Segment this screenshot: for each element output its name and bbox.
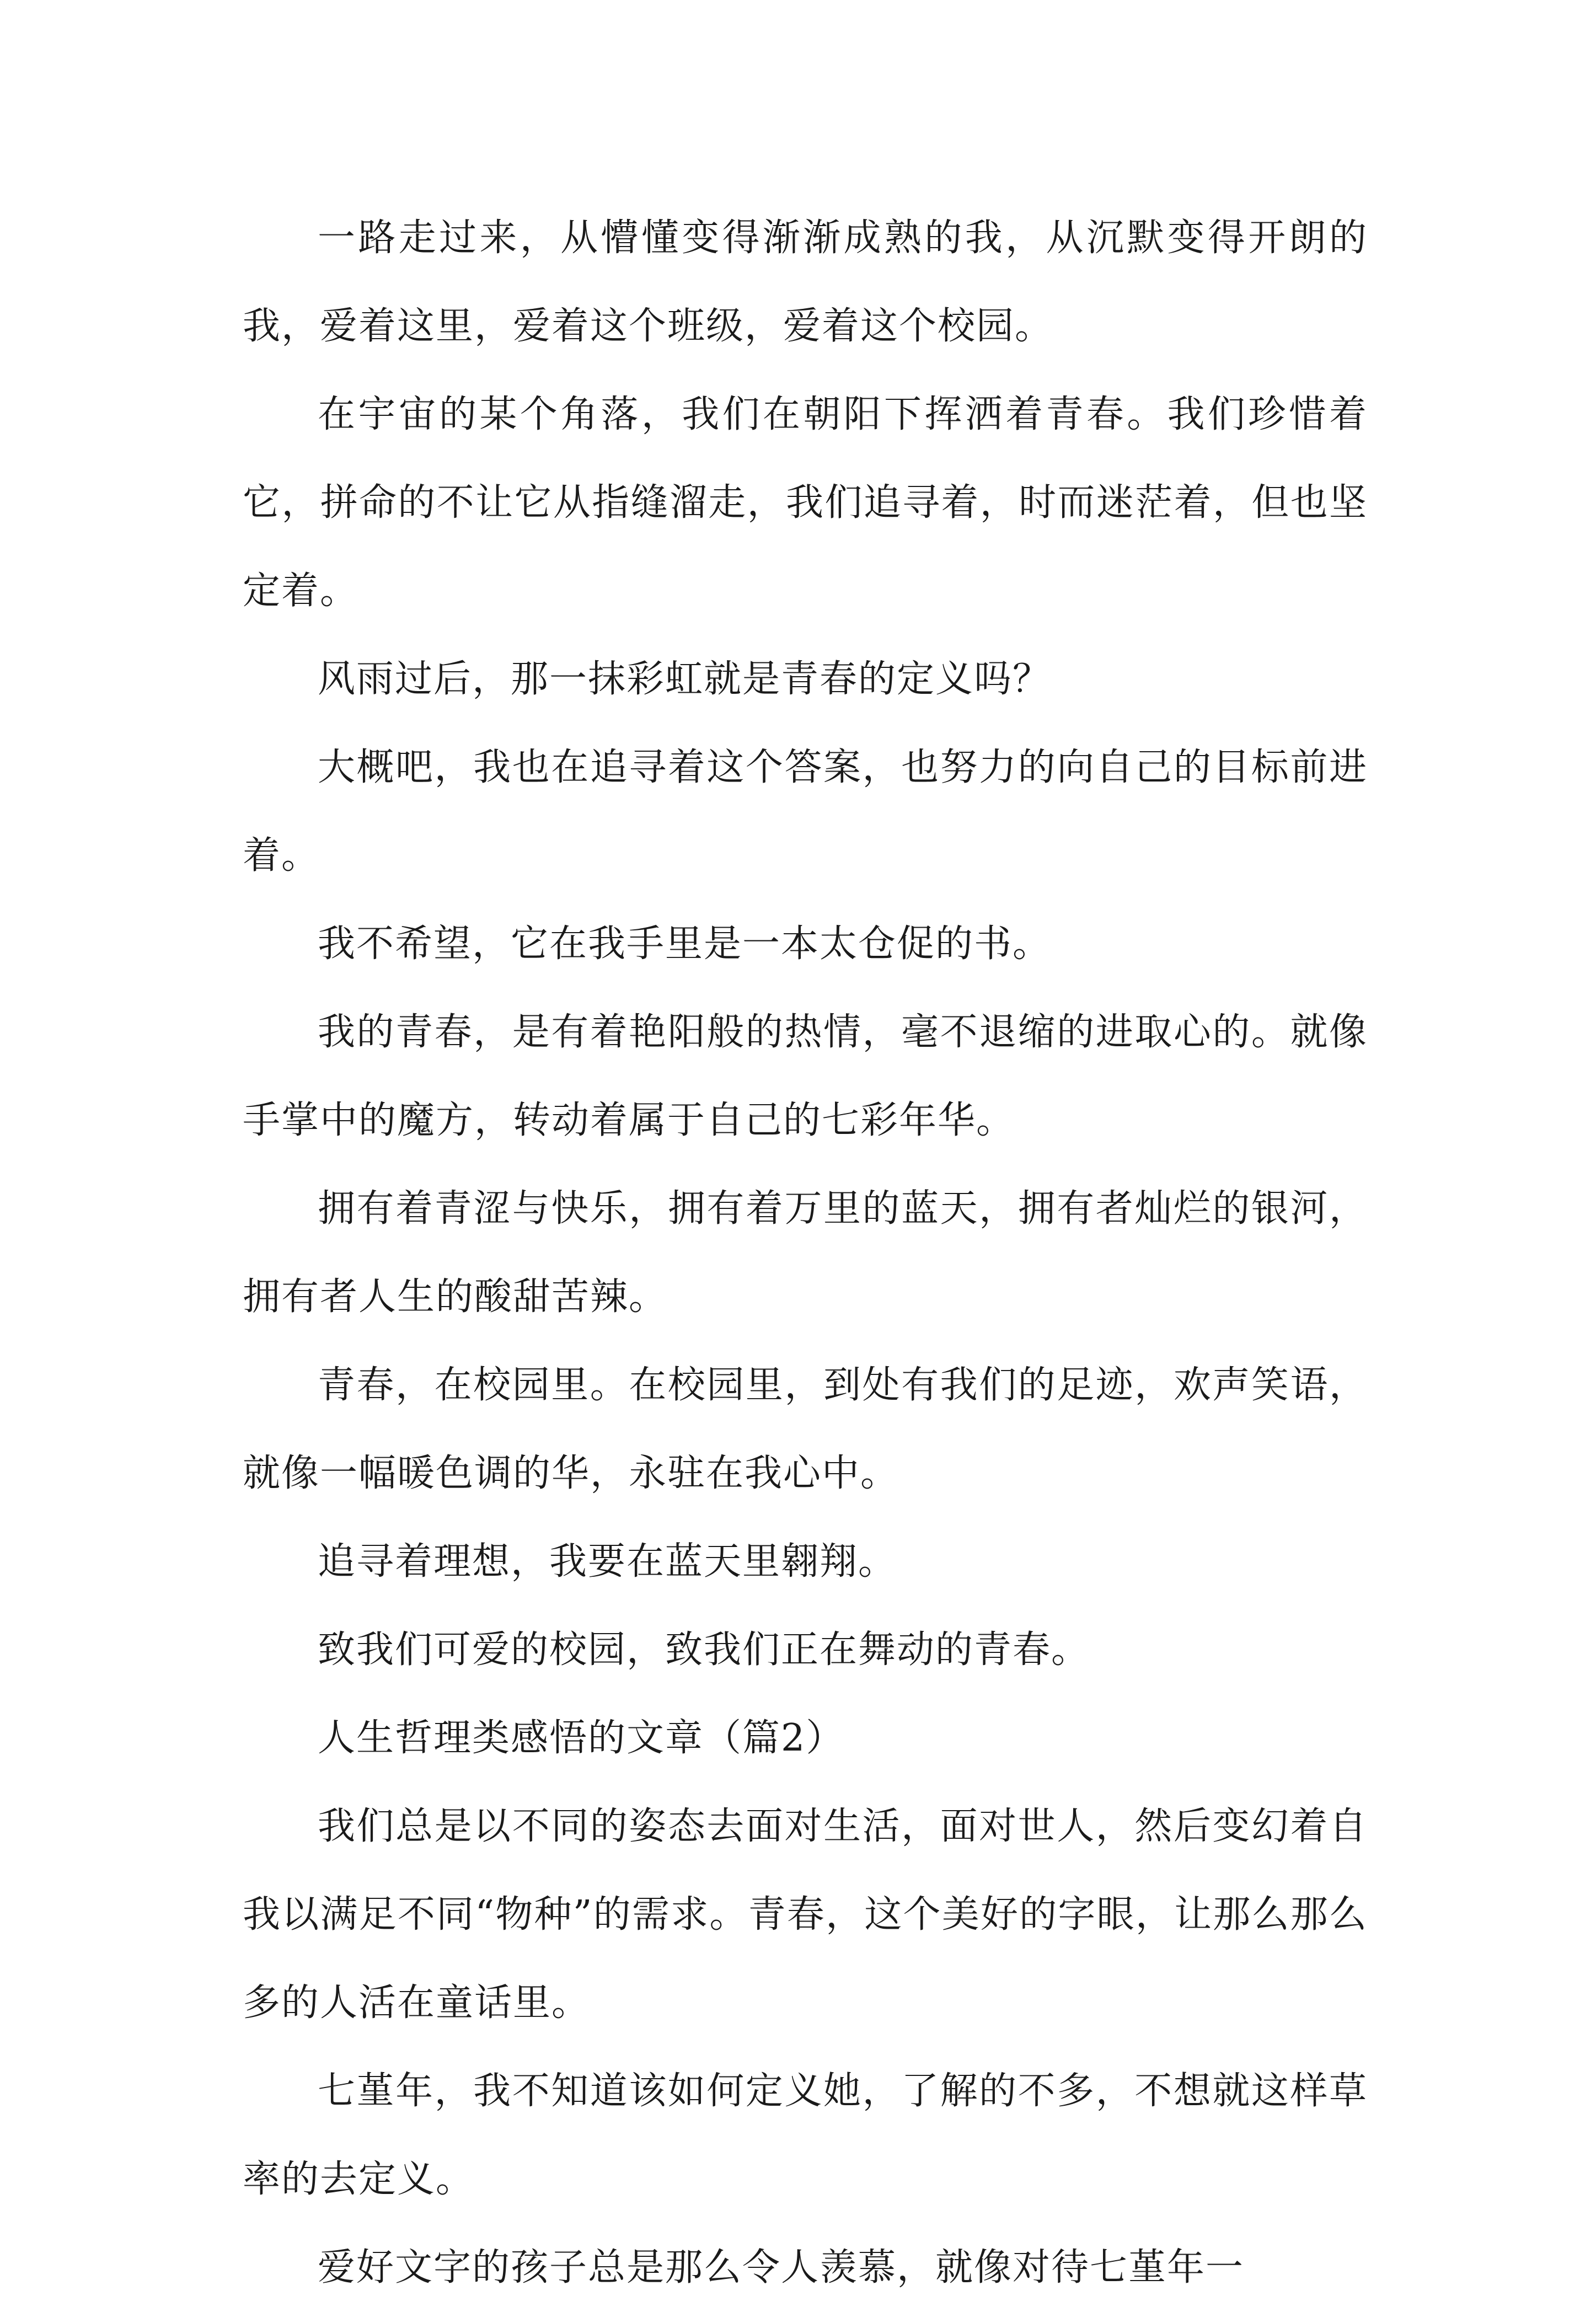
paragraph: 大概吧，我也在追寻着这个答案，也努力的向自己的目标前进着。 <box>243 746 1368 877</box>
paragraph: 青春，在校园里。在校园里，到处有我们的足迹，欢声笑语，就像一幅暖色调的华，永驻在我心中。 <box>243 1363 1368 1495</box>
section-heading: 人生哲理类感悟的文章（篇2） <box>318 1716 845 1760</box>
paragraph: 我不希望，它在我手里是一本太仓促的书。 <box>318 922 1052 966</box>
paragraph: 一路走过来，从懵懂变得渐渐成熟的我，从沉默变得开朗的我，爱着这里，爱着这个班级，爱着这个校园。 <box>243 216 1368 348</box>
paragraph: 在宇宙的某个角落，我们在朝阳下挥洒着青春。我们珍惜着它，拼命的不让它从指缝溜走，我们追寻着，时而迷茫着，但也坚定着。 <box>243 393 1368 613</box>
article-body <box>243 194 1368 2312</box>
paragraph: 我们总是以不同的姿态去面对生活，面对世人，然后变幻着自我以满足不同“物种”的需求。青春，这个美好的字眼，让那么那么多的人活在童话里。 <box>243 1805 1368 2025</box>
paragraph: 风雨过后，那一抹彩虹就是青春的定义吗？ <box>318 657 1052 701</box>
paragraph: 爱好文字的孩子总是那么令人羡慕，就像对待七堇年一 <box>318 2246 1245 2289</box>
paragraph: 拥有着青涩与快乐，拥有着万里的蓝天，拥有者灿烂的银河，拥有者人生的酸甜苦辣。 <box>243 1187 1368 1319</box>
paragraph: 我的青春，是有着艳阳般的热情，毫不退缩的进取心的。就像手掌中的魔方，转动着属于自己的七彩年华。 <box>243 1010 1368 1142</box>
paragraph: 七堇年，我不知道该如何定义她，了解的不多，不想就这样草率的去定义。 <box>243 2069 1368 2201</box>
paragraph: 致我们可爱的校园，致我们正在舞动的青春。 <box>318 1628 1090 1672</box>
paragraph: 追寻着理想，我要在蓝天里翱翔。 <box>318 1540 897 1583</box>
